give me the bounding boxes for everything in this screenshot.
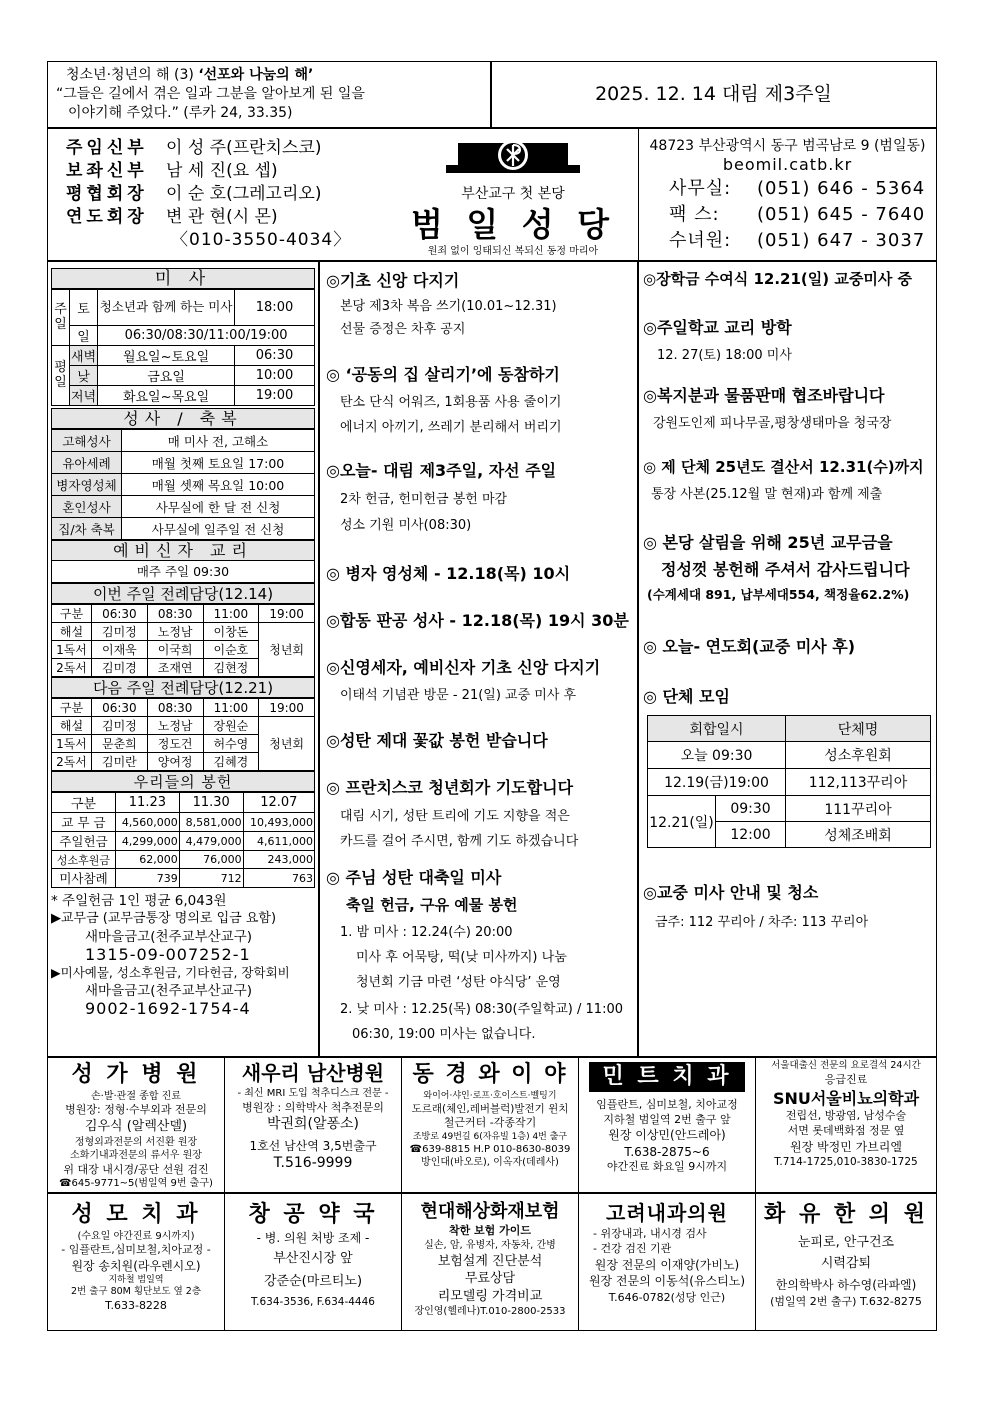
ad-sungga-hospital: 성 가 병 원 손·발·관절 종합 진료 병원장: 정형·수부외과 전문의 김우식 (알렉산델) 정형외과전문의 서진환 원장 소화기내과전문의 류서우 원장 위 대장 내시경/공단 선원 검진 ☎645-9771~5(범일역 9번 출구): [48, 1058, 225, 1192]
notice-item: ◎ 병자 영성체 - 12.18(목) 10시: [326, 564, 571, 583]
left-column: [51, 268, 315, 1018]
liturgy-next-title: 다음 주일 전례담당(12.21): [51, 677, 315, 698]
staff-phone: 〈010-3550-4034〉: [171, 230, 352, 250]
ad-changgong-pharmacy: 창 공 약 국 - 병. 의원 처방 조제 - 부산진시장 앞 강준순(마르티노) T.634-3536, F.634-4446: [225, 1194, 402, 1330]
right-column: [643, 268, 935, 1054]
offering-average: * 주일헌금 1인 평균 6,043원: [51, 893, 227, 909]
ad-hyundai-insurance: 현대해상화재보험 착한 보험 가이드 실손, 암, 유병자, 자동차, 간병 보험설계 진단분석 무료상담 리모델링 가격비교 장인영(헬레나)T.010-2800-2533: [402, 1194, 579, 1330]
contact-row: 사무실: (051) 646 - 5364: [669, 178, 926, 199]
sunday-label: 주일: [52, 290, 70, 346]
theme-line2: “그들은 길에서 겪은 일과 그분을 알아보게 된 일을: [56, 85, 365, 102]
notice-item: ◎ ‘공동의 집 살리기’에 동참하기 탄소 단식 어워즈, 1회용품 사용 줄이기 에너지 아끼기, 쓰레기 분리해서 버리기: [326, 365, 562, 435]
guide-title: ◎교중 미사 안내 및 청소: [643, 883, 819, 902]
notice-item: ◎성탄 제대 꽃값 봉헌 받습니다: [326, 731, 548, 750]
notice-item: ◎ 단체 모임: [643, 687, 730, 706]
ad-snu-urology: 서울대출신 전문의 요로결석 24시간 응급진료 SNU서울비뇨의학과 전립선, 방광염, 남성수술 서면 롯데백화점 정문 옆 원장 박정민 가브리엘 T.714-1725,010-3830-1725: [771, 1060, 921, 1169]
notice-item: ◎ 본당 살림을 위해 25년 교무금을 정성껏 봉헌해 주셔서 감사드립니다 (수계세대 891, 납부세대554, 책정율62.2%): [643, 533, 910, 602]
notice-item: ◎ 프란치스코 청년회가 기도합니다 대림 시기, 성탄 트리에 기도 지향을 적은 카드를 걸어 주시면, 함께 기도 하겠습니다: [326, 778, 579, 849]
staff-row: 연도회장 변 관 현(시 몬): [66, 207, 278, 227]
account1-number: 1315-09-007252-1: [85, 945, 251, 964]
account1-bank: 새마을금고(천주교부산교구): [85, 929, 253, 945]
notice-item: ◎기초 신앙 다지기 본당 제3차 복음 쓰기(10.01~12.31) 선물 증정은 차후 공지: [326, 271, 557, 337]
sat-time: 18:00: [235, 290, 315, 326]
mass-title: 미 사: [51, 268, 315, 289]
contact-block: [638, 129, 936, 260]
account2-label: ▶미사예물, 성소후원금, 기타헌금, 장학회비: [51, 965, 290, 980]
parish-patron: 원죄 없이 잉태되신 복되신 동정 마리아: [427, 246, 599, 257]
staff-row: 주임신부 이 성 주(프란치스코): [66, 138, 322, 158]
website: beomil.catb.kr: [722, 155, 853, 174]
contact-row: 팩 스: (051) 645 - 7640: [669, 204, 926, 225]
notice-item: ◎ 제 단체 25년도 결산서 12.31(수)까지 통장 사본(25.12월 말 현재)과 함께 제출: [643, 458, 924, 502]
theme-line3: 이야기해 주었다.” (루카 24, 33.35): [68, 104, 293, 121]
account2-bank: 새마을금고(천주교부산교구): [85, 983, 253, 999]
guide-line: 금주: 112 꾸리아 / 차주: 113 꾸리아: [655, 915, 869, 930]
theme-quote: ‘선포와 나눔의 해’: [198, 67, 314, 83]
theme-prefix: 청소년·청년의 해 (3): [66, 67, 199, 83]
staff-list: [66, 137, 386, 252]
notice-item: ◎합동 판공 성사 - 12.18(목) 19시 30분: [326, 611, 629, 630]
ad-sungmo-dental: 성 모 치 과 (수요일 야간진료 9시까지) - 임플란트,심미보철,치아교정 - 원장 송치원(라우렌시오) 지하철 범일역 2번 출구 80M 횡단보도 옆 2층 T.633-8228: [48, 1194, 225, 1330]
notice-item: ◎복지분과 물품판매 협조바랍니다 강원도인제 피나무골,평창생태마을 청국장: [643, 386, 892, 431]
liturgy-this-table: 구분 06:30 08:30 11:00 19:00 해설 김미정 노정남 이창돈 청년회 1독서 이재욱 이국희 이순호 2독서 김미경 조재연 김현정: [51, 604, 315, 677]
staff-row: 보좌신부 남 세 진(요 셉): [66, 161, 278, 181]
parish-logo: [438, 133, 588, 183]
ad-korea-clinic: 고려내과의원 - 위장내과, 내시경 검사 - 건강 검진 기관 원장 전문의 이재양(가비노) 원장 전문의 이동석(유스티노) T.646-0782(성당 인근): [579, 1194, 756, 1330]
notice-item: ◎신영세자, 예비신자 기초 신앙 다지기 이태석 기념관 방문 - 21(일) 교중 미사 후: [326, 658, 601, 703]
chi-rho-icon: [438, 133, 588, 183]
sun-times: 06:30/08:30/11:00/19:00: [98, 326, 315, 346]
catechumen-title: 예비신자 교리: [51, 540, 315, 561]
contact-row: 수녀원: (051) 647 - 3037: [669, 230, 926, 251]
ad-hwayu-oriental: 화 유 한 의 원 눈피로, 안구건조 시력감퇴 한의학박사 하수영(라파엘) (범일역 2번 출구) T.632-8275: [764, 1202, 928, 1308]
middle-column: [326, 268, 634, 1054]
ad-dongkyung-wire: 동 경 와 이 야 와이어·샤인·로프·호이스트·벨팅기 도르래(체인,레버블럭)발전기 윈치 철근커터 -각종작기 조방로 49번길 6(자유빌 1층) 4번 출구 ☎639-8815 H.P 010-8630-8039 방인대(바오로), 이옥자(데레사): [402, 1058, 579, 1192]
liturgy-next-table: 구분 06:30 08:30 11:00 19:00 해설 김미정 노정남 장원순 청년회 1독서 문춘희 정도건 허수영 2독서 김미란 양여정 김혜경: [51, 698, 315, 771]
sacraments-table: 고해성사 매 미사 전, 고해소 유아세례 매월 첫째 토요일 17:00 병자영성체 매월 셋째 목요일 10:00 혼인성사 사무실에 한 달 전 신청 집/차 축복 사무실에 일주일 전 신청: [51, 429, 315, 540]
liturgy-this-title: 이번 주일 전례담당(12.14): [51, 583, 315, 604]
offering-table: 구분 11.23 11.30 12.07 교 무 금 4,560,000 8,581,000 10,493,000 주일헌금 4,299,000 4,479,000 4,611,000 성소후원금 62,000 76,000 243,000 미사참례 739 712 763: [51, 792, 315, 888]
notice-item: ◎주일학교 교리 방학 12. 27(토) 18:00 미사: [643, 318, 792, 363]
catechumen-desc: 매주 주일 09:30: [51, 561, 315, 583]
staff-row: 평협회장 이 순 호(그레고리오): [66, 184, 322, 204]
parish-sub: 부산교구 첫 본당: [461, 186, 565, 202]
mass-table: 주일 토 청소년과 함께 하는 미사 18:00 일 06:30/08:30/11:00/19:00 평일 새벽 월요일~토요일 06:30 낮 금요일 10:00 저녁 화요일~목요일 19:00: [51, 289, 315, 406]
parish-name: 범 일 성 당: [411, 205, 615, 244]
date-box: [490, 61, 937, 128]
notice-item: ◎ 주님 성탄 대축일 미사 축일 헌금, 구유 예물 봉헌 1. 밤 미사 : 12.24(수) 20:00 미사 후 어묵탕, 떡(낮 미사까지) 나눔 청년회 기금 마련 ‘성탄 야식당’ 운영 2. 낮 미사 : 12.25(목) 08:30(주일학교) / 11:00 06:30, 19:00 미사는 없습니다.: [326, 865, 634, 1042]
offering-title: 우리들의 봉헌: [51, 771, 315, 792]
notice-item: ◎장학금 수여식 12.21(일) 교중미사 중: [643, 270, 913, 288]
account1-label: ▶교무금 (교무금통장 명의로 입금 요함): [51, 911, 277, 926]
theme-box: [47, 61, 492, 128]
sat-label: 토: [70, 290, 98, 326]
notice-item: ◎ 오늘- 연도회(교중 미사 후): [643, 637, 856, 656]
notice-item: ◎오늘- 대림 제3주일, 자선 주일 2차 헌금, 헌미헌금 봉헌 마감 성소 기원 미사(08:30): [326, 461, 557, 533]
bulletin-date: 2025. 12. 14 대림 제3주일: [595, 83, 832, 105]
sat-desc: 청소년과 함께 하는 미사: [98, 290, 235, 326]
weekday-label: 평일: [52, 346, 70, 406]
notice-item: [643, 880, 935, 930]
address: 48723 부산광역시 동구 범곡남로 9 (범일동): [649, 138, 926, 154]
parish-header: [47, 128, 937, 261]
ad-mint-dental: 민 트 치 과 임플란트, 심미보철, 치아교정 지하철 범일역 2번 출구 앞 원장 이상민(안드레아) T.638-2875~6 야간진료 화요일 9시까지: [579, 1058, 756, 1192]
christmas-sub: 축일 헌금, 구유 예물 봉헌: [346, 896, 518, 914]
group-meeting-table: 회합일시 단체명 오늘 09:30 성소후원회 12.19(금)19:00 112,113꾸리아 12.21(일) 09:30 111꾸리아 12:00 성체조배회: [647, 715, 931, 848]
account2-number: 9002-1692-1754-4: [85, 999, 251, 1018]
sun-label: 일: [70, 326, 98, 346]
sacraments-title: 성사 / 축복: [51, 408, 315, 429]
ad-namsan-hospital: 새우리 남산병원 - 최신 MRI 도입 척추디스크 전문 - 병원장 : 의학박사 척추전문의 박권희(알퐁소) 1호선 남산역 3,5번출구 T.516-9999: [225, 1058, 402, 1192]
offering-notes: [51, 892, 315, 1018]
